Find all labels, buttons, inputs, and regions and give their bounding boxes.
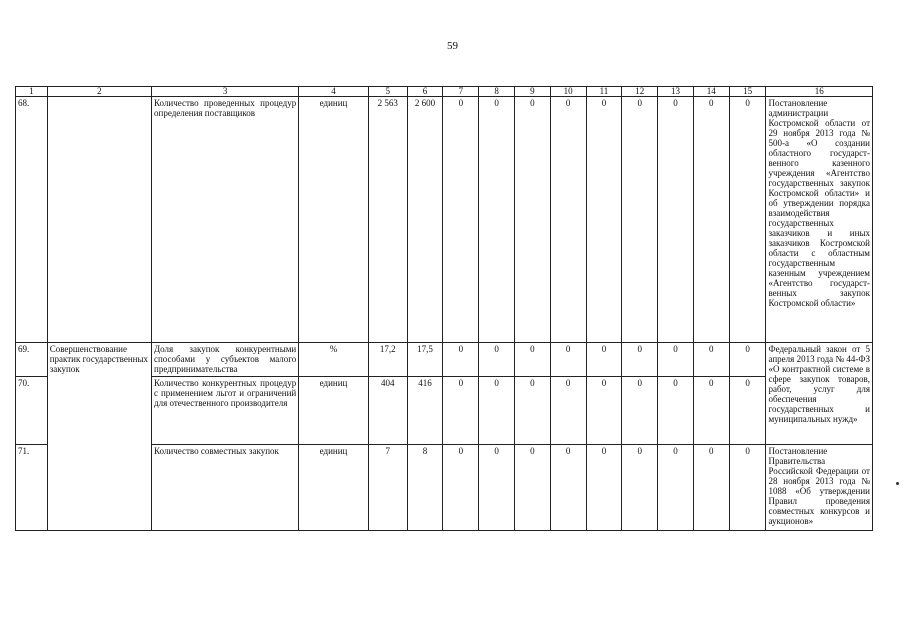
column-header: 9 xyxy=(514,87,550,97)
unit-cell: единиц xyxy=(299,377,369,445)
column-header: 16 xyxy=(766,87,873,97)
value-cell: 2 600 xyxy=(407,97,443,343)
value-cell: 0 xyxy=(550,97,586,343)
row-number: 71. xyxy=(16,445,48,531)
row-number: 70. xyxy=(16,377,48,445)
value-cell: 0 xyxy=(658,97,694,343)
value-cell: 0 xyxy=(550,445,586,531)
value-cell: 0 xyxy=(693,377,729,445)
row-number: 68. xyxy=(16,97,48,343)
value-cell: 0 xyxy=(443,377,479,445)
legal-basis-cell: Федеральный закон от 5 апреля 2013 года № 44-ФЗ «О контрактной системе в сфере закупок товаров, работ, услуг для обеспечения государственных и муниципальных нужд» xyxy=(766,343,873,445)
value-cell: 404 xyxy=(368,377,407,445)
value-cell: 0 xyxy=(658,377,694,445)
value-cell: 0 xyxy=(443,97,479,343)
value-cell: 0 xyxy=(550,343,586,377)
page-number: 59 xyxy=(447,40,458,52)
column-header: 12 xyxy=(622,87,658,97)
column-header: 4 xyxy=(299,87,369,97)
value-cell: 0 xyxy=(693,445,729,531)
value-cell: 0 xyxy=(658,343,694,377)
value-cell: 0 xyxy=(586,445,622,531)
indicator-cell: Количество совместных закупок xyxy=(152,445,299,531)
value-cell: 0 xyxy=(479,343,515,377)
column-header: 10 xyxy=(550,87,586,97)
data-table xyxy=(15,86,873,531)
row-number: 69. xyxy=(16,343,48,377)
column-header: 11 xyxy=(586,87,622,97)
value-cell: 416 xyxy=(407,377,443,445)
value-cell: 17,5 xyxy=(407,343,443,377)
column-header: 3 xyxy=(152,87,299,97)
value-cell: 0 xyxy=(550,377,586,445)
column-header: 7 xyxy=(443,87,479,97)
value-cell: 0 xyxy=(586,343,622,377)
measure-cell xyxy=(47,97,151,343)
table-row xyxy=(16,343,873,377)
value-cell: 0 xyxy=(479,97,515,343)
column-header: 5 xyxy=(368,87,407,97)
column-header: 15 xyxy=(729,87,766,97)
value-cell: 0 xyxy=(514,97,550,343)
column-header: 2 xyxy=(47,87,151,97)
column-header: 14 xyxy=(693,87,729,97)
column-header: 8 xyxy=(479,87,515,97)
column-header: 13 xyxy=(658,87,694,97)
scan-speck xyxy=(896,482,899,485)
value-cell: 0 xyxy=(443,445,479,531)
legal-basis-cell: Постановление Правительства Российской Федерации от 28 ноября 2013 года № 1088 «Об утверждении Правил проведения совместных конкурсов и аукционов» xyxy=(766,445,873,531)
value-cell: 0 xyxy=(729,343,766,377)
value-cell: 0 xyxy=(586,377,622,445)
value-cell: 0 xyxy=(658,445,694,531)
value-cell: 7 xyxy=(368,445,407,531)
value-cell: 0 xyxy=(514,445,550,531)
value-cell: 0 xyxy=(693,343,729,377)
value-cell: 0 xyxy=(622,97,658,343)
unit-cell: единиц xyxy=(299,445,369,531)
value-cell: 2 563 xyxy=(368,97,407,343)
indicator-cell: Количество конкурентных процедур с применением льгот и ограничений для отечественного производителя xyxy=(152,377,299,445)
unit-cell: единиц xyxy=(299,97,369,343)
value-cell: 0 xyxy=(729,377,766,445)
value-cell: 0 xyxy=(729,445,766,531)
column-header: 6 xyxy=(407,87,443,97)
value-cell: 0 xyxy=(479,445,515,531)
value-cell: 8 xyxy=(407,445,443,531)
value-cell: 0 xyxy=(514,377,550,445)
value-cell: 0 xyxy=(479,377,515,445)
value-cell: 0 xyxy=(514,343,550,377)
value-cell: 0 xyxy=(729,97,766,343)
table-header-row xyxy=(16,87,873,97)
value-cell: 17,2 xyxy=(368,343,407,377)
value-cell: 0 xyxy=(622,377,658,445)
unit-cell: % xyxy=(299,343,369,377)
table-row xyxy=(16,97,873,343)
measure-cell: Совершенствование практик государственных закупок xyxy=(47,343,151,531)
value-cell: 0 xyxy=(622,445,658,531)
column-header: 1 xyxy=(16,87,48,97)
value-cell: 0 xyxy=(586,97,622,343)
indicator-cell: Доля закупок конкурентными способами у субъектов малого предпринимательства xyxy=(152,343,299,377)
value-cell: 0 xyxy=(443,343,479,377)
value-cell: 0 xyxy=(622,343,658,377)
value-cell: 0 xyxy=(693,97,729,343)
legal-basis-cell: Постановление администрации Костромской области от 29 ноября 2013 года № 500-а «О создании областного государст-венного казенного учреждения «Агентство государственных закупок Костромской области» и об утверждении порядка взаимодействия государственных заказчиков и иных заказчиков Костромской области с областным государственным казенным учреждением «Агентство государст-венных закупок Костромской области» xyxy=(766,97,873,343)
indicator-cell: Количество проведенных процедур определения поставщиков xyxy=(152,97,299,343)
